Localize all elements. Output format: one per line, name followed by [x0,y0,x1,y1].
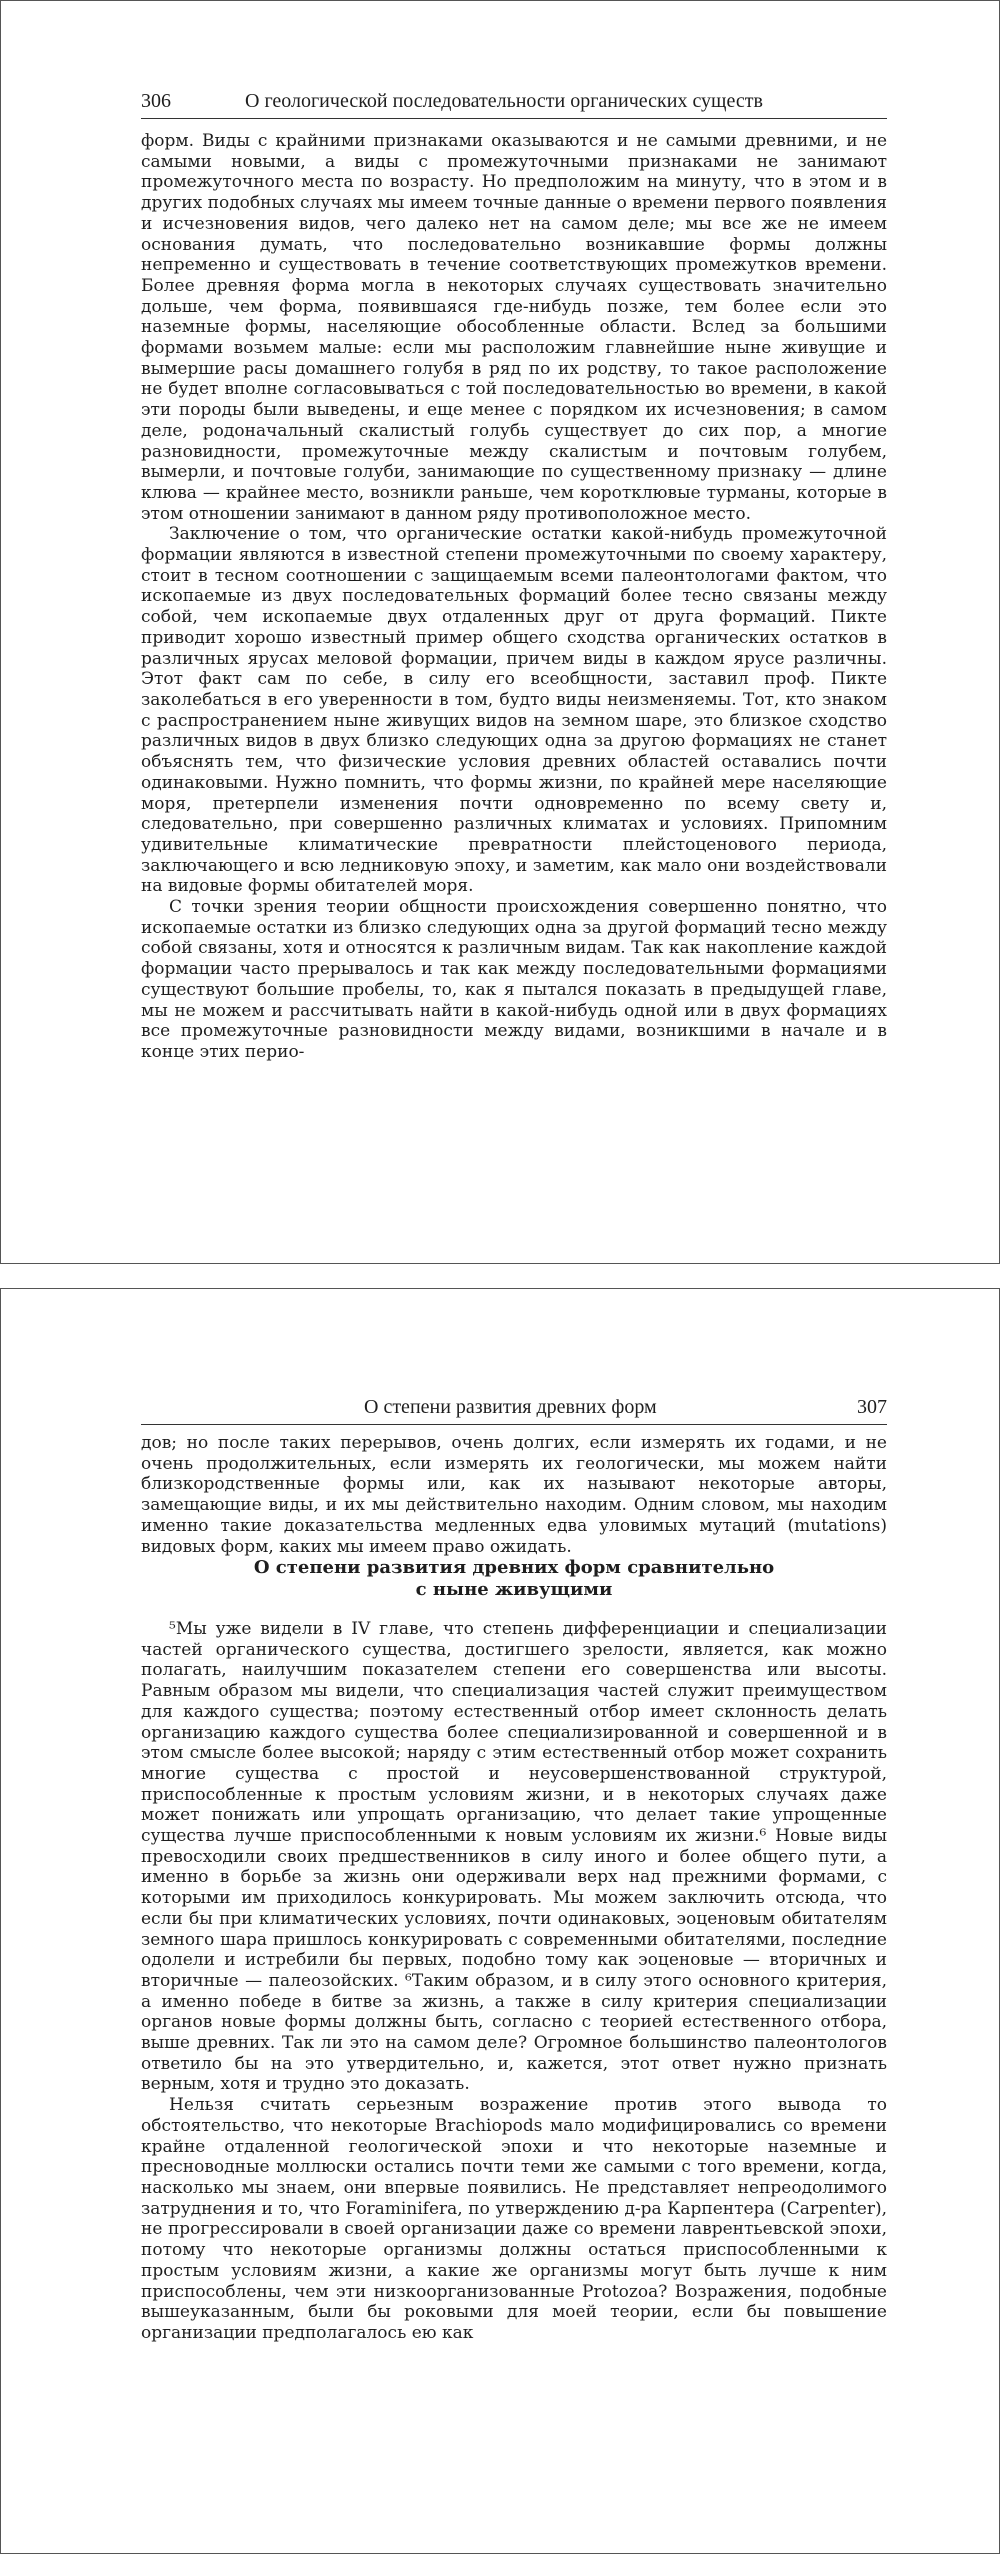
section-heading-line: О степени развития древних форм сравнительно [253,1557,775,1578]
page-306 [0,0,1000,1264]
paragraph: форм. Виды с крайними признаками оказываются и не самыми древними, и не самыми новыми, а виды с промежуточными признаками не занимают промежуточного места по возрасту. Но предположим на минуту, что в этом и в других подобных случаях мы имеем точные данные о времени первого появления и исчезновения видов, чего далеко нет на самом деле; мы все же не имеем основания думать, что последовательно возникавшие формы должны непременно и существовать в течение соответствующих промежутков времени. Более древняя форма могла в некоторых случаях существовать значительно дольше, чем форма, появившаяся где-нибудь позже, тем более если это наземные формы, населяющие обособленные области. Вслед за большими формами возьмем малые: если мы расположим главнейшие ныне живущие и вымершие расы домашнего голубя в ряд по их родству, то такое расположение не будет вполне согласовываться с той последовательностью во времени, в какой эти породы были выведены, и еще менее с порядком их исчезновения; в самом деле, родоначальный скалистый голубь существует до сих пор, а многие разновидности, промежуточные между скалистым и почтовым голубем, вымерли, и почтовые голуби, занимающие по существенному признаку — длине клюва — крайнее место, возникли раньше, чем коротклювые турманы, которые в этом отношении занимают в данном ряду противоположное место. [141,131,887,524]
running-head-title: О степени развития древних форм [364,1396,657,1418]
running-head-title: О геологической последовательности органических существ [245,90,763,112]
paragraph: ⁵Мы уже видели в IV главе, что степень дифференциации и специализации частей органического существа, достигшего зрелости, является, как можно полагать, наилучшим показателем степени его совершенства или высоты. Равным образом мы видели, что специализация частей служит преимуществом для каждого существа; поэтому естественный отбор имеет склонность делать организацию каждого существа более специализированной и совершенной и в этом смысле более высокой; наряду с этим естественный отбор может сохранить многие существа с простой и неусовершенствованной структурой, приспособленные к простым условиям жизни, и в некоторых случаях даже может понижать или упрощать организацию, что делает такие упрощенные существа лучше приспособленными к новым условиям их жизни.⁶ Новые виды превосходили своих предшественников в силу иного и более общего пути, а именно в борьбе за жизнь они одерживали верх над прежними формами, с которыми им приходилось конкурировать. Мы можем заключить отсюда, что если бы при климатических условиях, почти одинаковых, эоценовым обитателям земного шара пришлось конкурировать с современными обитателями, последние одолели и истребили бы первых, подобно тому как эоценовые — вторичных и вторичные — палеозойских. ⁶Таким образом, и в силу этого основного критерия, а именно победе в битве за жизнь, а также в силу критерия специализации органов новые формы должны быть, согласно с теорией естественного отбора, выше древних. Так ли это на самом деле? Огромное большинство палеонтологов ответило бы на это утвердительно, и, кажется, этот ответ нужно признать верным, хотя и трудно это доказать. [141,1619,887,2095]
section-heading-line: с ныне живущими [415,1579,613,1600]
continuation-text [141,1433,887,1557]
page-number: 306 [141,90,171,112]
paragraph: Нельзя считать серьезным возражение против этого вывода то обстоятельство, что некоторые Brachiopods мало модифицировались со времени крайне отдаленной геологической эпохи и что некоторые наземные и пресноводные моллюски остались почти теми же самыми с того времени, когда, насколько мы знаем, они впервые появились. Не представляет непреодолимого затруднения и то, что Foraminifera, по утверждению д-ра Карпентера (Carpenter), не прогрессировали в своей организации даже со времени лаврентьевской эпохи, потому что некоторые организмы должны остаться приспособленными к простым условиям жизни, а какие же организмы могут быть лучше к ним приспособлены, чем эти низкоорганизованные Protozoa? Возражения, подобные вышеуказанным, были бы роковыми для моей теории, если бы повышение организации предполагалось ею как [141,2095,887,2343]
paragraph: С точки зрения теории общности происхождения совершенно понятно, что ископаемые остатки из близко следующих одна за другой формаций тесно между собой связаны, хотя и относятся к различным видам. Так как накопление каждой формации часто прерывалось и так как между последовательными формациями существуют большие пробелы, то, как я пытался показать в предыдущей главе, мы не можем и рассчитывать найти в какой-нибудь одной или в двух формациях все промежуточные разновидности между видами, возникшими в начале и в конце этих перио- [141,897,887,1062]
body-text [141,1619,887,2344]
page-307 [0,1288,1000,2554]
paragraph: дов; но после таких перерывов, очень долгих, если измерять их годами, и не очень продолжительных, если измерять их геологически, мы можем найти близкородственные формы или, как их называют некоторые авторы, замещающие виды, и их мы действительно находим. Одним словом, мы находим именно такие доказательства медленных едва уловимых мутаций (mutations) видовых форм, каких мы имеем право ожидать. [141,1433,887,1557]
body-text [141,131,887,1063]
paragraph: Заключение о том, что органические остатки какой-нибудь промежуточной формации являются в известной степени промежуточными по своему характеру, стоит в тесном соотношении с защищаемым всеми палеонтологами фактом, что ископаемые из двух последовательных формаций более тесно связаны между собой, чем ископаемые двух отдаленных друг от друга формаций. Пикте приводит хорошо известный пример общего сходства органических остатков в различных ярусах меловой формации, причем виды в каждом ярусе различны. Этот факт сам по себе, в силу его всеобщности, заставил проф. Пикте заколебаться в его уверенности в том, будто виды неизменяемы. Тот, кто знаком с распространением ныне живущих видов на земном шаре, это близкое сходство различных видов в двух близко следующих одна за другою формациях не станет объяснять тем, что физические условия древних областей оставались почти одинаковыми. Нужно помнить, что формы жизни, по крайней мере населяющие моря, претерпели изменения почти одновременно по всему свету и, следовательно, при совершенно различных климатах и условиях. Припомним удивительные климатические превратности плейстоценового периода, заключающего и всю ледниковую эпоху, и заметим, как мало они воздействовали на видовые формы обитателей моря. [141,524,887,897]
page-number: 307 [857,1396,887,1418]
section-heading [141,1557,887,1601]
running-head [141,1395,887,1425]
running-head [141,89,887,119]
